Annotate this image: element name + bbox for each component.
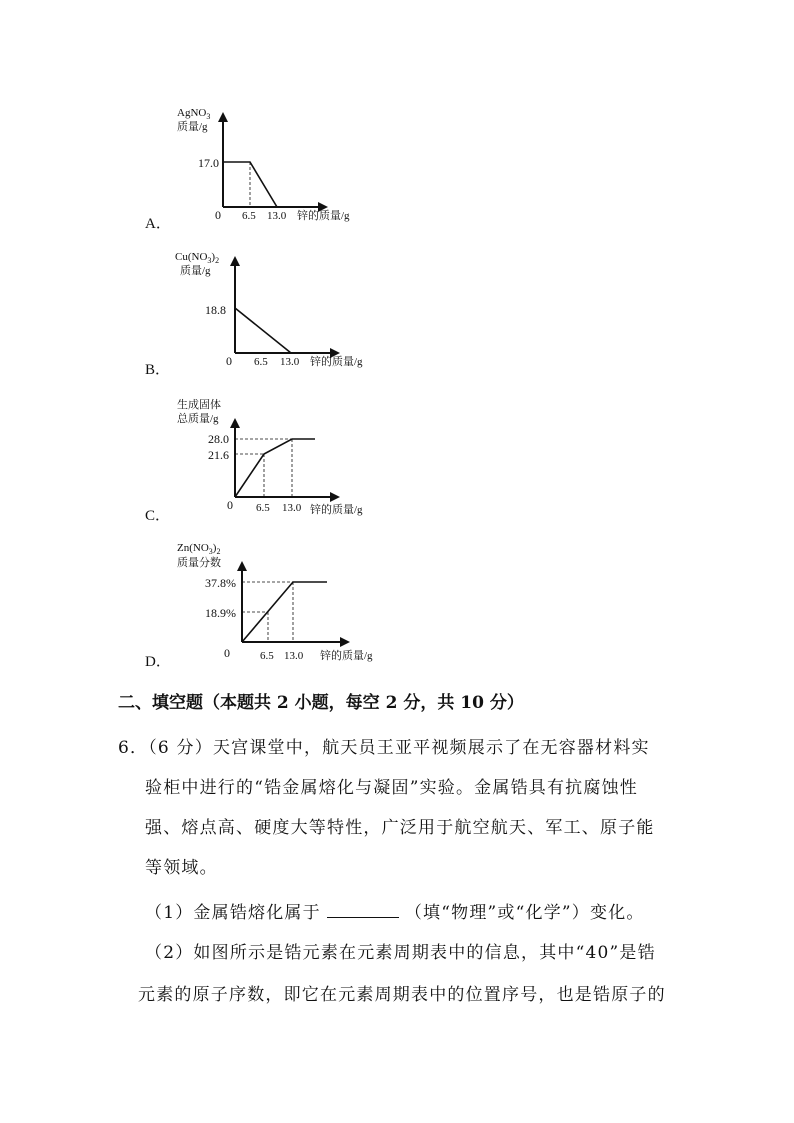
chart-b-y-arrow [230,256,240,266]
answer-blank-1[interactable] [327,901,399,918]
chart-a-y-arrow [218,112,228,122]
chart-d-ytick-1: 18.9% [205,606,236,620]
chart-b [160,248,390,378]
chart-d-ytick-0: 37.8% [205,576,236,590]
section-title: 二、填空题（本题共 2 小题，每空 2 分，共 10 分） [118,693,524,713]
option-c-letter: C． [145,508,171,524]
chart-d-xtick-0: 6.5 [260,650,274,662]
chart-d-origin: 0 [224,646,230,660]
chart-b-ytick-0: 18.8 [205,303,226,317]
chart-b-ylabel-2: 质量/g [180,265,211,277]
chart-b-xtick-1: 13.0 [280,356,300,368]
question-number: 6． [118,738,149,758]
sub1-text-before: （1）金属锆熔化属于 [145,903,321,923]
chart-a-xlabel: 锌的质量/g [297,210,350,222]
sub1-text-after: （填“物理”或“化学”）变化。 [404,903,645,923]
question-6-sub2-line-1: （2）如图所示是锆元素在元素周期表中的信息，其中“40”是锆 [145,943,656,963]
chart-a-ytick-0: 17.0 [198,156,219,170]
chart-c-y-arrow [230,418,240,428]
question-6-line-2: 验柜中进行的“锆金属熔化与凝固”实验。金属锆具有抗腐蚀性 [145,778,638,798]
chart-b-xtick-0: 6.5 [254,356,268,368]
chart-c-origin: 0 [227,498,233,512]
chart-d-ylabel-2: 质量分数 [177,557,221,569]
chart-c-ytick-0: 28.0 [208,432,229,446]
question-6-line-3: 强、熔点高、硬度大等特性，广泛用于航空航天、军工、原子能 [145,818,655,838]
question-6-sub2-line-2: 元素的原子序数，即它在元素周期表中的位置序号，也是锆原子的 [138,985,666,1005]
question-6-line-1 [118,733,650,758]
chart-d-y-arrow [237,561,247,571]
chart-d [160,535,390,670]
chart-b-xlabel: 锌的质量/g [310,356,363,368]
chart-d-x-arrow [340,637,350,647]
chart-c-ytick-1: 21.6 [208,448,229,462]
chart-a-xtick-1: 13.0 [267,210,287,222]
option-a-letter: A． [145,216,171,232]
chart-c-x-arrow [330,492,340,502]
chart-a-xtick-0: 6.5 [242,210,256,222]
chart-d-ylabel-1: $Zn(NO_3)_2$ [177,542,221,556]
chart-d-xtick-1: 13.0 [284,650,304,662]
chart-a-ylabel-2: 质量/g [177,121,208,133]
chart-c-series-line [235,439,315,497]
chart-d-xlabel: 锌的质量/g [320,650,373,662]
question-text-1: （6 分）天宫课堂中，航天员王亚平视频展示了在无容器材料实 [148,738,650,758]
chart-c-ylabel-2: 总质量/g [177,413,219,425]
chart-c-xtick-0: 6.5 [256,502,270,514]
chart-a-ylabel-1: AgNO$_3$ [177,107,211,121]
chart-b-series-line [235,308,291,353]
chart-c-ylabel-1: 生成固体 [177,399,221,411]
option-d-letter: D． [145,654,171,670]
question-6-line-4: 等领域。 [145,858,218,878]
chart-a [160,100,390,230]
option-b-letter: B． [145,362,171,378]
chart-c [160,392,390,522]
chart-b-ylabel-1: $Cu(NO_3)_2$ [175,251,220,265]
chart-c-xlabel: 锌的质量/g [310,504,363,516]
chart-b-origin: 0 [226,354,232,368]
question-6-sub1 [145,898,645,923]
chart-a-origin: 0 [215,208,221,222]
chart-c-xtick-1: 13.0 [282,502,302,514]
